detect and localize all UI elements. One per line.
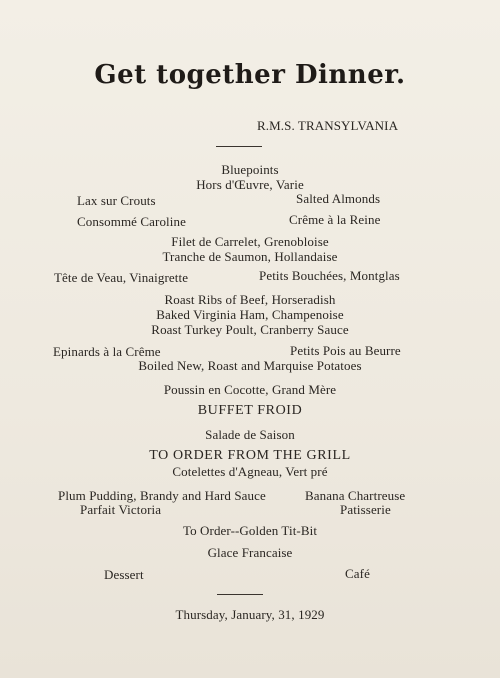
menu-item-golden-tit-bit: To Order--Golden Tit-Bit <box>182 523 318 538</box>
menu-item-poussin: Poussin en Cocotte, Grand Mère <box>163 382 337 397</box>
menu-item-patisserie: Patisserie <box>340 502 391 517</box>
menu-item-cafe: Café <box>345 566 370 581</box>
menu-item-potatoes: Boiled New, Roast and Marquise Potatoes <box>138 358 362 373</box>
menu-item-tranche-saumon: Tranche de Saumon, Hollandaise <box>162 249 338 264</box>
menu-item-petits-pois: Petits Pois au Beurre <box>290 343 401 358</box>
menu-item-roast-ribs: Roast Ribs of Beef, Horseradish <box>164 292 336 307</box>
menu-item-roast-turkey: Roast Turkey Poult, Cranberry Sauce <box>151 322 349 337</box>
menu-item-dessert: Dessert <box>104 567 144 582</box>
top-divider <box>216 146 262 147</box>
section-grill: TO ORDER FROM THE GRILL <box>149 448 351 463</box>
menu-date: Thursday, January, 31, 1929 <box>175 607 325 622</box>
menu-item-petits-bouchees: Petits Bouchées, Montglas <box>259 268 400 283</box>
menu-item-salted-almonds: Salted Almonds <box>296 191 381 206</box>
menu-item-salade: Salade de Saison <box>205 427 295 442</box>
menu-item-hors-doeuvre: Hors d'Œuvre, Varie <box>196 177 304 192</box>
menu-item-parfait-victoria: Parfait Victoria <box>80 502 162 517</box>
menu-item-tete-de-veau: Tête de Veau, Vinaigrette <box>54 270 189 285</box>
menu-item-glace: Glace Francaise <box>207 545 293 560</box>
menu-item-consomme: Consommé Caroline <box>77 214 186 229</box>
menu-item-cotelettes: Cotelettes d'Agneau, Vert pré <box>172 464 328 479</box>
menu-item-banana-chartreuse: Banana Chartreuse <box>305 488 406 503</box>
section-buffet-froid: BUFFET FROID <box>197 403 303 418</box>
menu-item-epinards: Epinards à la Crême <box>53 344 161 359</box>
menu-item-bluepoints: Bluepoints <box>221 162 279 177</box>
menu-item-plum-pudding: Plum Pudding, Brandy and Hard Sauce <box>58 488 266 503</box>
menu-title: Get together Dinner. <box>94 60 406 90</box>
menu-item-baked-ham: Baked Virginia Ham, Champenoise <box>156 307 344 322</box>
ship-name: R.M.S. TRANSYLVANIA <box>257 118 399 133</box>
menu-item-filet-carrelet: Filet de Carrelet, Grenobloise <box>171 234 329 249</box>
menu-item-lax-sur-crouts: Lax sur Crouts <box>77 193 156 208</box>
bottom-divider <box>217 594 263 595</box>
menu-item-creme-reine: Crême à la Reine <box>289 212 381 227</box>
